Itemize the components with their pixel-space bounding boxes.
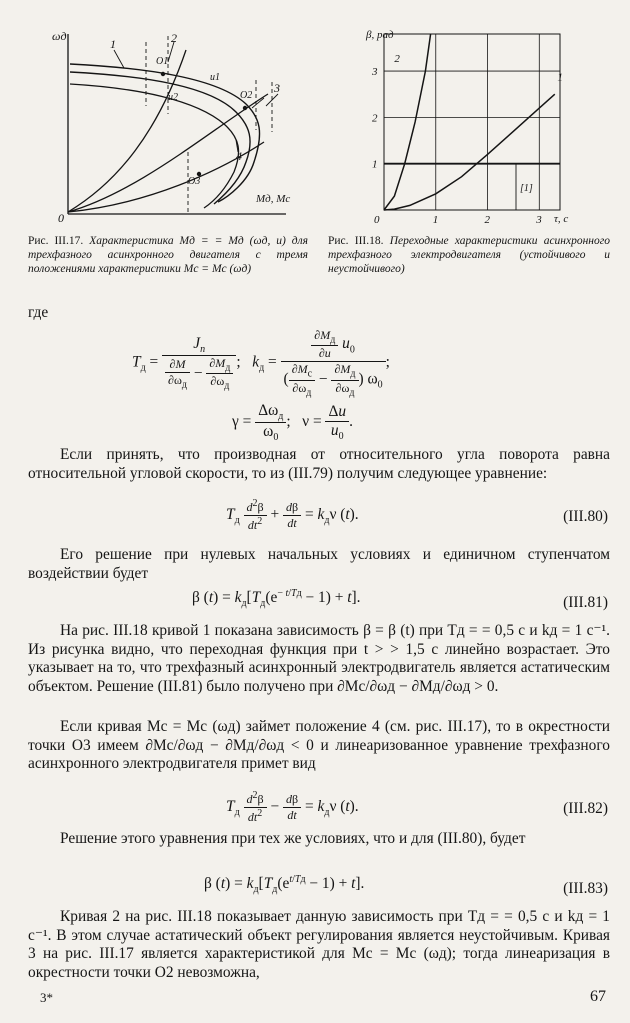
figure-17: [28, 22, 318, 232]
figure-17-caption-label: Рис. III.17.: [28, 235, 84, 247]
fig17-curve-label-1: 1: [110, 37, 116, 51]
fig18-curve-2: [384, 34, 431, 210]
def-equation-gamma-nu: γ = $\Delta\omega_д$ $\omega_0$ ; ν = $\frac{\Delta u}{u_0}$ .: [232, 402, 353, 444]
fig17-axis-x-label: Mд, Mс: [256, 193, 291, 205]
fig17-curve-label-4: 4: [236, 149, 242, 163]
fig17-point-o1: [161, 72, 165, 76]
fig18-x-tick-2: 2: [484, 214, 491, 226]
fig18-box-label: [1]: [520, 182, 533, 194]
where-word: где: [28, 304, 49, 321]
fig17-curve-2: [70, 84, 239, 208]
page-number: 67: [590, 988, 606, 1005]
fig17-axis-y-label: ωд: [52, 29, 67, 43]
fig17-point-label-o3: O3: [188, 176, 201, 187]
fig17-u2-label: u2: [168, 92, 178, 103]
fig18-x-tick-1: 1: [432, 214, 439, 226]
fig18-y-tick-3: 3: [372, 66, 378, 79]
paragraph-5: Решение этого уравнения при тех же условиях, что и для (III.80), будет: [60, 830, 526, 847]
figure-18-caption-text: Переходные характеристики асинхронного трехфазного электродвигателя (устойчивого и неустойчивого): [328, 235, 610, 275]
fig18-curve-label-1: 1: [557, 71, 563, 84]
fig18-y-tick-1: 1: [372, 158, 378, 171]
equation-80: $T_д$ $\frac{d^2\beta}{dt^2}$ + $\frac{d\beta}{dt}$ = $k_д\nu$ (t).: [226, 498, 359, 532]
fig17-point-label-o2: O2: [240, 90, 253, 101]
figure-17-caption: [28, 234, 308, 276]
figure-17-plot: [28, 22, 318, 232]
fig17-origin: 0: [58, 211, 64, 225]
fig17-u1-label: u1: [210, 72, 220, 83]
equation-83: β $(t) = k_д[T_д(e^{t/Tд} - 1) + t]$.: [204, 874, 365, 896]
paragraph-4: Если кривая Mс = Mс (ωд) займет положение 4 (см. рис. III.17), то в окрестности точки O3 имеем ∂Mс/∂ωд − ∂Mд/∂ωд < 0 и линеаризованное уравнение трехфазного асинхронного электродвигателя примет вид: [28, 718, 610, 773]
fig17-curve-1b: [70, 72, 253, 204]
fig17-point-label-o1: O1: [156, 56, 169, 67]
equation-81-number: (III.81): [563, 594, 608, 611]
equation-83-number: (III.83): [563, 880, 608, 897]
figure-18: [340, 22, 610, 232]
fig18-axis-y-label: β, рад: [366, 29, 394, 41]
paragraph-6: Кривая 2 на рис. III.18 показывает данную зависимость при Tд = = 0,5 с и kд = 1 с⁻¹. В этом случае астатический объект регулирования является неустойчивым. Кривая 3 на рис. III.17 является характеристикой для Mс = Mс (ωд); тогда линеаризация в окрестности точки O2 невозможна,: [28, 908, 610, 981]
equation-80-number: (III.80): [563, 508, 608, 525]
fig18-x-tick-3: 3: [536, 214, 542, 226]
fig17-point-o2: [243, 106, 247, 110]
fig18-axis-x-label: τ, с: [554, 213, 569, 225]
figure-18-plot: [340, 22, 610, 232]
figure-18-caption-label: Рис. III.18.: [328, 235, 384, 247]
fig18-x-tick-0: 0: [374, 214, 380, 226]
figure-18-caption: [328, 234, 610, 276]
fig18-y-tick-2: 2: [372, 112, 378, 125]
equation-81: β $(t) = k_д[T_д(e^{- t/Tд} - 1) + t]$.: [192, 588, 361, 610]
fig17-curve-label-2: 2: [171, 31, 177, 45]
equation-82: $T_д$ $\frac{d^2\beta}{dt^2}$ − $\frac{d\beta}{dt}$ = $k_д\nu$ (t).: [226, 790, 359, 824]
fig18-curve-label-2: 2: [394, 52, 400, 65]
fig18-plot-frame: [384, 34, 560, 210]
paragraph-3: На рис. III.18 кривой 1 показана зависимость β = β (t) при Tд = = 0,5 с и kд = 1 с⁻¹. Из рисунка видно, что переходная функция при t > > 1,5 с линейно возрастает. Это указывает на то, что трехфазный асинхронный электродвигатель является астатическим объектом. Решение (III.81) было получено при ∂Mс/∂ωд − ∂Mд/∂ωд > 0.: [28, 622, 610, 695]
equation-82-number: (III.82): [563, 800, 608, 817]
def-equation-tdkd: $T_д$ = $J_n$ ∂M $\partial\omega_д$ − $\partial M_д$ $\partial\omega_д$ ; $k_д$ = $\partial M_д$ ∂u $u_0$ ( $\partial M_с$ $\partial\omega_д$ − $\partial M_д$ $\partial\omega_д$ ) $\omega_0$ ;: [132, 328, 390, 399]
paragraph-2: Его решение при нулевых начальных условиях и единичном ступенчатом воздействии будет: [28, 546, 610, 582]
fig17-curve-label-3: 3: [274, 81, 280, 95]
fig17-curve-1a: [70, 64, 260, 202]
signature-mark: 3*: [40, 990, 53, 1005]
figure-17-caption-text: Характеристика Mд = = Mд (ωд, u) для трехфазного асинхронного двигателя с тремя положениями характеристики Mс = Mс (ωд): [28, 235, 308, 275]
paragraph-1: Если принять, что производная от относительного угла поворота равна относительной угловой скорости, то из (III.79) получим следующее уравнение:: [28, 446, 610, 482]
